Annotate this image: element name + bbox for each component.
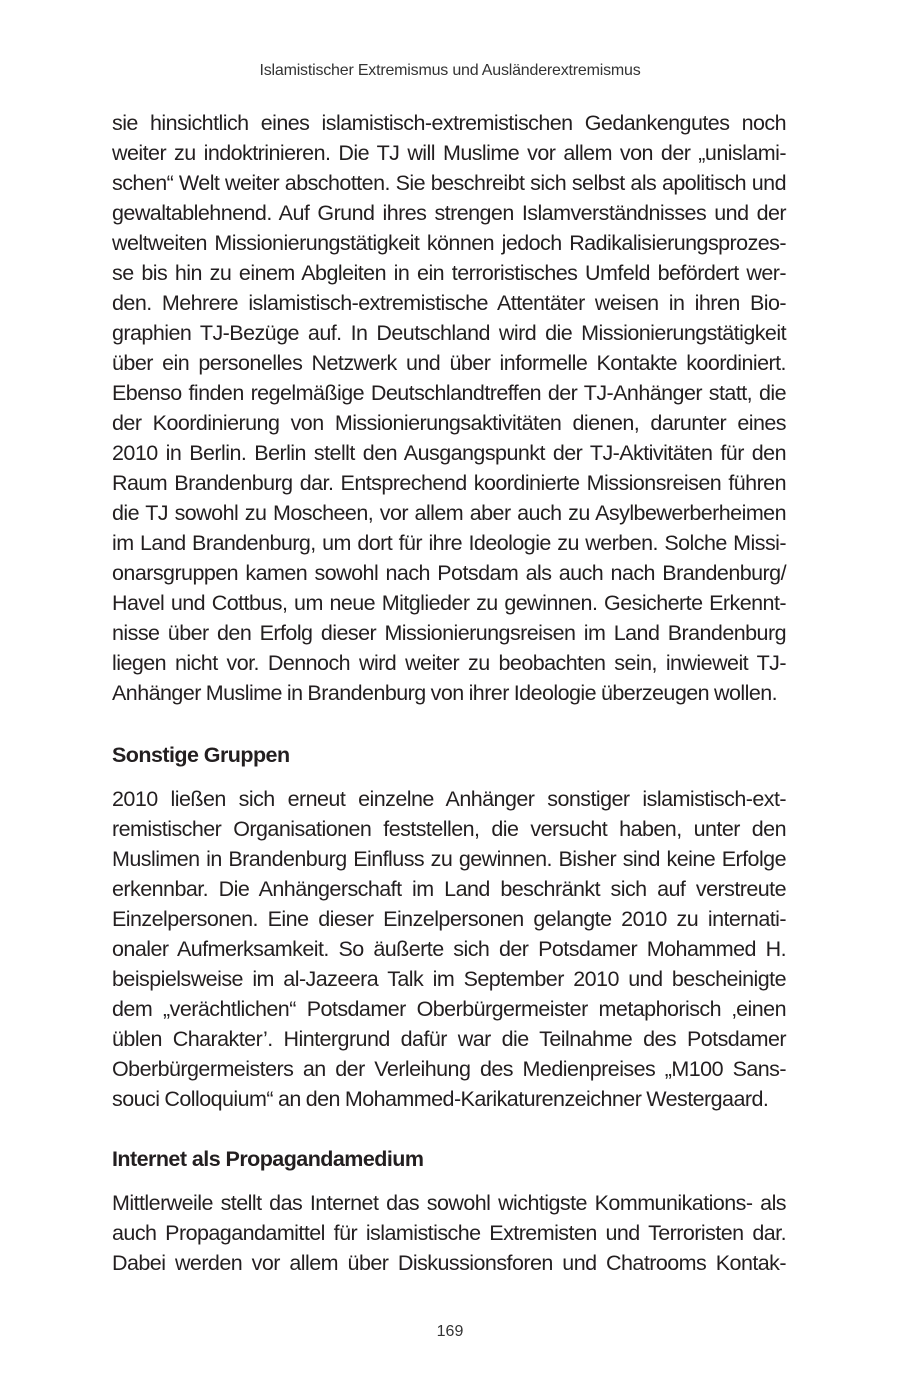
paragraph-line: Oberbürgermeisters an der Verleihung des Medienpreises „M100 Sans-: [112, 1057, 786, 1081]
section-heading-sonstige-gruppen: Sonstige Gruppen: [112, 743, 290, 767]
paragraph-line: se bis hin zu einem Abgleiten in ein terroristisches Umfeld befördert wer-: [112, 261, 786, 285]
paragraph-line: nisse über den Erfolg dieser Missionierungsreisen im Land Brandenburg: [112, 621, 786, 645]
paragraph-line: Einzelpersonen. Eine dieser Einzelpersonen gelangte 2010 zu internati-: [112, 907, 786, 931]
paragraph-line: im Land Brandenburg, um dort für ihre Ideologie zu werben. Solche Missi-: [112, 531, 786, 555]
paragraph-line: auch Propagandamittel für islamistische Extremisten und Terroristen dar.: [112, 1221, 786, 1245]
paragraph-line: 2010 in Berlin. Berlin stellt den Ausgangspunkt der TJ-Aktivitäten für den: [112, 441, 786, 465]
page-content: [112, 108, 786, 1278]
internet-paragraph: [112, 1188, 786, 1278]
sonstige-gruppen-paragraph: [112, 784, 786, 1114]
paragraph-line: Raum Brandenburg dar. Entsprechend koordinierte Missionsreisen führen: [112, 471, 786, 495]
paragraph-line: Mittlerweile stellt das Internet das sowohl wichtigste Kommunikations- als: [112, 1191, 786, 1215]
paragraph-line: erkennbar. Die Anhängerschaft im Land beschränkt sich auf verstreute: [112, 877, 786, 901]
paragraph-line: schen“ Welt weiter abschotten. Sie beschreibt sich selbst als apolitisch und: [112, 171, 786, 195]
paragraph-line: Ebenso finden regelmäßige Deutschlandtreffen der TJ-Anhänger statt, die: [112, 381, 786, 405]
paragraph-line: remistischer Organisationen feststellen, die versucht haben, unter den: [112, 817, 786, 841]
paragraph-line: liegen nicht vor. Dennoch wird weiter zu beobachten sein, inwieweit TJ-: [112, 651, 786, 675]
paragraph-line: beispielsweise im al-Jazeera Talk im September 2010 und bescheinigte: [112, 967, 786, 991]
section-heading-internet: Internet als Propagandamedium: [112, 1147, 424, 1171]
paragraph-line: 2010 ließen sich erneut einzelne Anhänger sonstiger islamistisch-ext-: [112, 787, 786, 811]
paragraph-line: onarsgruppen kamen sowohl nach Potsdam als auch nach Brandenburg/: [112, 561, 786, 585]
paragraph-line: gewaltablehnend. Auf Grund ihres strengen Islamverständnisses und der: [112, 201, 786, 225]
paragraph-line: Anhänger Muslime in Brandenburg von ihrer Ideologie überzeugen wollen.: [112, 681, 778, 705]
paragraph-line: onaler Aufmerksamkeit. So äußerte sich der Potsdamer Mohammed H.: [112, 937, 786, 961]
paragraph-line: weltweiten Missionierungstätigkeit können jedoch Radikalisierungsprozes-: [112, 231, 786, 255]
paragraph-line: graphien TJ-Bezüge auf. In Deutschland wird die Missionierungstätigkeit: [112, 321, 786, 345]
intro-paragraph: [112, 108, 786, 708]
page-number: 169: [436, 1323, 464, 1340]
paragraph-line: weiter zu indoktrinieren. Die TJ will Muslime vor allem von der „unislami-: [112, 141, 786, 165]
paragraph-line: üblen Charakter’. Hintergrund dafür war die Teilnahme des Potsdamer: [112, 1027, 786, 1051]
paragraph-line: Muslimen in Brandenburg Einfluss zu gewinnen. Bisher sind keine Erfolge: [112, 847, 786, 871]
paragraph-line: sie hinsichtlich eines islamistisch-extremistischen Gedankengutes noch: [112, 111, 786, 135]
running-header: Islamistischer Extremismus und Ausländerextremismus: [259, 62, 641, 79]
paragraph-line: dem „verächtlichen“ Potsdamer Oberbürgermeister metaphorisch ‚einen: [112, 997, 786, 1021]
paragraph-line: souci Colloquium“ an den Mohammed-Karikaturenzeichner Westergaard.: [112, 1087, 769, 1111]
paragraph-line: der Koordinierung von Missionierungsaktivitäten dienen, darunter eines: [112, 411, 786, 435]
paragraph-line: Havel und Cottbus, um neue Mitglieder zu gewinnen. Gesicherte Erkennt-: [112, 591, 786, 615]
paragraph-line: den. Mehrere islamistisch-extremistische Attentäter weisen in ihren Bio-: [112, 291, 786, 315]
paragraph-line: Dabei werden vor allem über Diskussionsforen und Chatrooms Kontak-: [112, 1251, 786, 1275]
paragraph-line: die TJ sowohl zu Moscheen, vor allem aber auch zu Asylbewerberheimen: [112, 501, 786, 525]
paragraph-line: über ein personelles Netzwerk und über informelle Kontakte koordiniert.: [112, 351, 786, 375]
